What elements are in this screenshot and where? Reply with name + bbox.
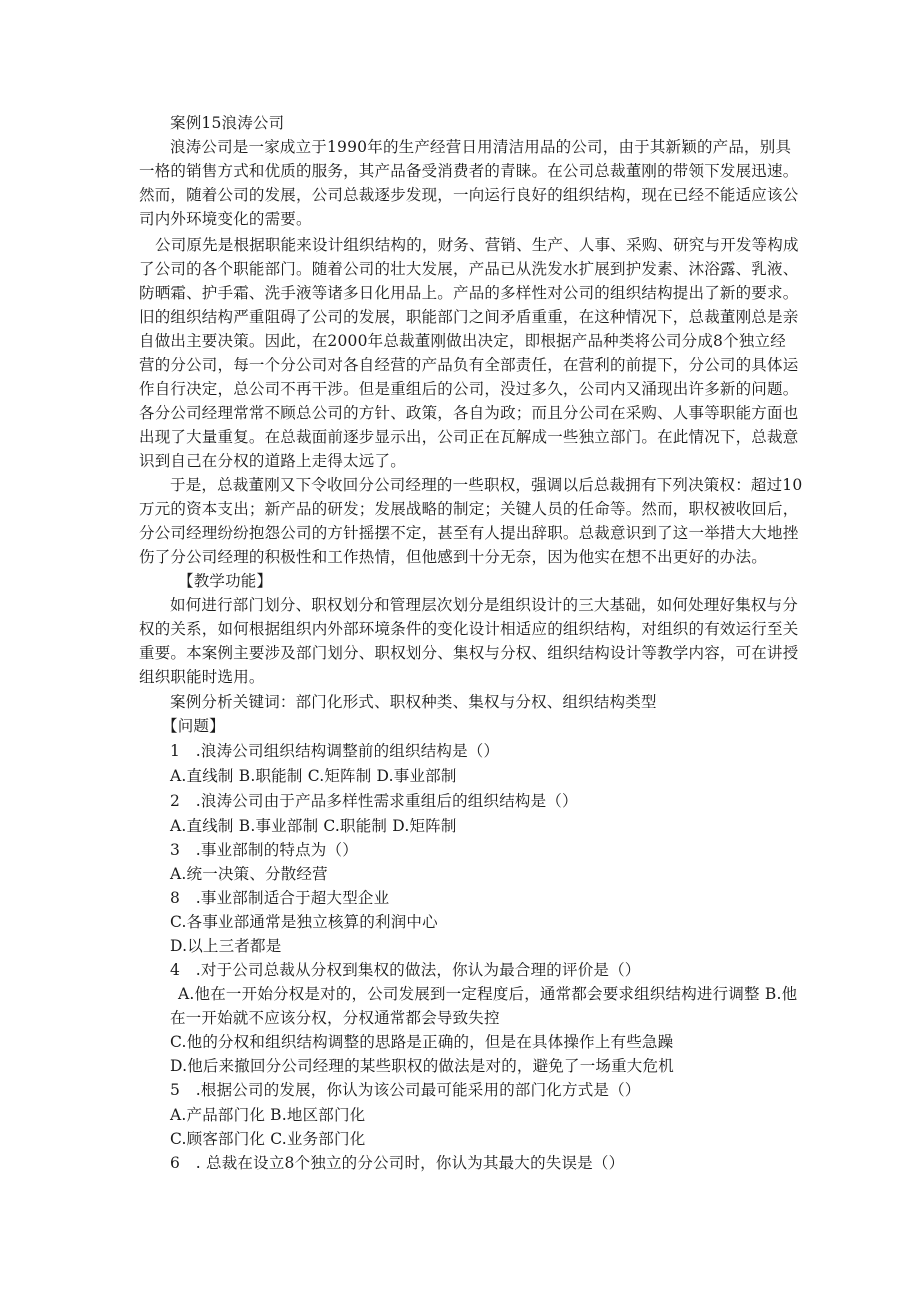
paragraph-line: 浪涛公司是一家成立于1990年的生产经营日用清洁用品的公司，由于其新颖的产品，别具 — [170, 138, 792, 156]
question-line: 1 .浪涛公司组织结构调整前的组织结构是（） — [170, 742, 500, 760]
question-line: 8 .事业部制适合于超大型企业 — [170, 889, 390, 907]
paragraph-line: 旧的组织结构严重阻碍了公司的发展，职能部门之间矛盾重重，在这种情况下，总裁董刚总是亲 — [139, 308, 799, 326]
paragraph-line: 分公司经理纷纷抱怨公司的方针摇摆不定，甚至有人提出辞职。总裁意识到了这一举措大大地挫 — [139, 524, 799, 542]
paragraph-line: 一格的销售方式和优质的服务，其产品备受消费者的青睐。在公司总裁董刚的带领下发展迅速。 — [139, 162, 799, 180]
paragraph-line: 司内外环境变化的需要。 — [139, 210, 312, 228]
questions-heading: 【问题】 — [162, 717, 225, 735]
paragraph-line: 伤了分公司经理的积极性和工作热情，但他感到十分无奈，因为他实在想不出更好的办法。 — [139, 548, 768, 566]
paragraph-line: 如何进行部门划分、职权划分和管理层次划分是组织设计的三大基础，如何处理好集权与分 — [170, 596, 799, 614]
paragraph-line: 万元的资本支出；新产品的研发；发展战略的制定；关键人员的任命等。然而，职权被收回后， — [139, 500, 799, 518]
question-line: 4 .对于公司总裁从分权到集权的做法，你认为最合理的评价是（） — [170, 961, 641, 979]
question-line: 2 .浪涛公司由于产品多样性需求重组后的组织结构是（） — [170, 792, 578, 810]
paragraph-line: 然而，随着公司的发展，公司总裁逐步发现，一向运行良好的组织结构，现在已经不能适应该公 — [139, 186, 799, 204]
paragraph-line: 自做出主要决策。因此，在2000年总裁董刚做出决定，即根据产品种类将公司分成8个独立经 — [139, 332, 786, 350]
question-line: 5 .根据公司的发展，你认为该公司最可能采用的部门化方式是（） — [170, 1081, 641, 1099]
question-line: D.他后来撤回分公司经理的某些职权的做法是对的，避免了一场重大危机 — [170, 1057, 674, 1075]
paragraph-line: 了公司的各个职能部门。随着公司的壮大发展，产品已从洗发水扩展到护发素、沐浴露、乳液、 — [139, 260, 799, 278]
paragraph-line: 组织职能时选用。 — [139, 668, 265, 686]
question-line: 6 . 总裁在设立8个独立的分公司时，你认为其最大的失误是（） — [170, 1154, 625, 1172]
paragraph-line: 于是，总裁董刚又下令收回分公司经理的一些职权，强调以后总裁拥有下列决策权：超过10 — [170, 476, 803, 494]
paragraph-line: 作自行决定，总公司不再干涉。但是重组后的公司，没过多久，公司内又涌现出许多新的问题。 — [139, 380, 799, 398]
paragraph-line: 出现了大量重复。在总裁面前逐步显示出，公司正在瓦解成一些独立部门。在此情况下，总裁意 — [139, 428, 799, 446]
question-line: C.各事业部通常是独立核算的利润中心 — [170, 913, 438, 931]
paragraph-line: 防晒霜、护手霜、洗手液等诸多日化用品上。产品的多样性对公司的组织结构提出了新的要求。 — [139, 284, 799, 302]
question-line: A.直线制 B.事业部制 C.职能制 D.矩阵制 — [170, 817, 457, 835]
paragraph-line: 营的分公司，每一个分公司对各自经营的产品负有全部责任，在营利的前提下，分公司的具体运 — [139, 356, 799, 374]
case-title: 案例15浪涛公司 — [170, 114, 285, 132]
paragraph-line: 公司原先是根据职能来设计组织结构的，财务、营销、生产、人事、采购、研究与开发等构成 — [155, 236, 799, 254]
question-line: A.他在一开始分权是对的，公司发展到一定程度后，通常都会要求组织结构进行调整 B.他 — [178, 985, 798, 1003]
paragraph-line: 权的关系，如何根据组织内外部环境条件的变化设计相适应的组织结构，对组织的有效运行至关 — [139, 620, 799, 638]
paragraph-line: 识到自己在分权的道路上走得太远了。 — [139, 452, 406, 470]
paragraph-line: 重要。本案例主要涉及部门划分、职权划分、集权与分权、组织结构设计等教学内容，可在讲授 — [139, 644, 799, 662]
question-line: 3 .事业部制的特点为（） — [170, 841, 358, 859]
question-line: A.产品部门化 B.地区部门化 — [170, 1106, 366, 1124]
question-line: C.顾客部门化 C.业务部门化 — [170, 1130, 366, 1148]
question-line: A.直线制 B.职能制 C.矩阵制 D.事业部制 — [170, 767, 457, 785]
question-line: D.以上三者都是 — [170, 937, 282, 955]
paragraph-line: 各分公司经理常常不顾总公司的方针、政策，各自为政；而且分公司在采购、人事等职能方面也 — [139, 404, 799, 422]
question-line: C.他的分权和组织结构调整的思路是正确的，但是在具体操作上有些急躁 — [170, 1033, 674, 1051]
teaching-heading: 【教学功能】 — [178, 572, 273, 590]
question-line: 在一开始就不应该分权，分权通常都会导致失控 — [170, 1009, 500, 1027]
keywords: 案例分析关键词：部门化形式、职权种类、集权与分权、组织结构类型 — [170, 693, 657, 711]
question-line: A.统一决策、分散经营 — [170, 865, 328, 883]
